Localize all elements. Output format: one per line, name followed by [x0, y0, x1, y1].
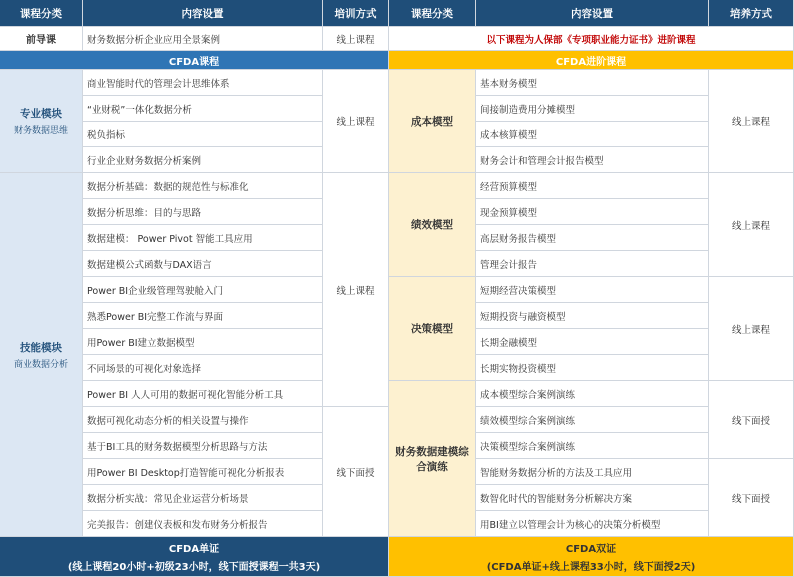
intro-category: 前导课: [0, 27, 83, 51]
skill-item: Power BI 人人可用的数据可视化智能分析工具: [83, 381, 323, 407]
skill-item: 数据分析思维：目的与思路: [83, 199, 323, 225]
performance-model-category: 绩效模型: [389, 173, 476, 277]
cost-item: 基本财务模型: [476, 70, 709, 96]
decision-item: 短期投资与融资模型: [476, 303, 709, 329]
cost-item: 间接制造费用分摊模型: [476, 96, 709, 122]
performance-item: 高层财务报告模型: [476, 225, 709, 251]
skill-item: 数据分析实战：常见企业运营分析场景: [83, 485, 323, 511]
skill-online-method: 线上课程: [323, 173, 389, 407]
performance-item: 现金预算模型: [476, 199, 709, 225]
skill-item: 用Power BI建立数据模型: [83, 329, 323, 355]
skill-module-category: [0, 173, 83, 537]
intro-method: 线上课程: [323, 27, 389, 51]
pro-item: “业财税”一体化数据分析: [83, 96, 323, 122]
practice-method-a: 线下面授: [709, 381, 794, 459]
skill-item: Power BI企业级管理驾驶舱入门: [83, 277, 323, 303]
skill-item: 数据建模： Power Pivot 智能工具应用: [83, 225, 323, 251]
skill-module-subtitle: 商业数据分析: [13, 359, 68, 370]
cost-method: 线上课程: [709, 70, 794, 173]
modeling-practice-category: 财务数据建模综合演练: [389, 381, 476, 537]
cfda-dual-cert-detail: (CFDA单证+线上课程33小时，线下面授2天): [486, 562, 696, 573]
pro-module-category: [0, 70, 83, 173]
skill-item: 基于BI工具的财务数据模型分析思路与方法: [83, 433, 323, 459]
practice-item: 决策模型综合案例演练: [476, 433, 709, 459]
cfda-dual-cert-title: CFDA双证: [565, 544, 617, 555]
header-category-left: 课程分类: [0, 0, 83, 27]
skill-item: 完美报告：创建仪表板和发布财务分析报告: [83, 511, 323, 537]
cfda-dual-cert: [389, 537, 794, 577]
cfda-single-cert-detail: (线上课程20小时+初级23小时，线下面授课程一共3天): [67, 562, 321, 573]
practice-item: 用BI建立以管理会计为核心的决策分析模型: [476, 511, 709, 537]
cfda-single-cert: [0, 537, 389, 577]
pro-module-title: 专业模块: [20, 108, 62, 120]
skill-item: 用Power BI Desktop打造智能可视化分析报表: [83, 459, 323, 485]
skill-module-title: 技能模块: [20, 341, 62, 354]
cost-item: 财务会计和管理会计报告模型: [476, 147, 709, 173]
cost-item: 成本核算模型: [476, 122, 709, 147]
header-method-left: 培训方式: [323, 0, 389, 27]
header-content-right: 内容设置: [476, 0, 709, 27]
cfda-single-cert-title: CFDA单证: [168, 544, 220, 555]
skill-item: 熟悉Power BI完整工作流与界面: [83, 303, 323, 329]
performance-method: 线上课程: [709, 173, 794, 277]
skill-item: 数据建模公式函数与DAX语言: [83, 251, 323, 277]
decision-item: 短期经营决策模型: [476, 277, 709, 303]
practice-item: 数智化时代的智能财务分析解决方案: [476, 485, 709, 511]
pro-item: 商业智能时代的管理会计思维体系: [83, 70, 323, 96]
header-content-left: 内容设置: [83, 0, 323, 27]
skill-offline-method: 线下面授: [323, 407, 389, 537]
practice-item: 成本模型综合案例演练: [476, 381, 709, 407]
skill-item: 数据可视化动态分析的相关设置与操作: [83, 407, 323, 433]
pro-item: 行业企业财务数据分析案例: [83, 147, 323, 173]
header-category-right: 课程分类: [389, 0, 476, 27]
header-method-right: 培养方式: [709, 0, 794, 27]
intro-notice: 以下课程为人保部《专项职业能力证书》进阶课程: [389, 27, 794, 51]
decision-method: 线上课程: [709, 277, 794, 381]
cost-model-category: 成本模型: [389, 70, 476, 173]
performance-item: 经营预算模型: [476, 173, 709, 199]
skill-item: 不同场景的可视化对象选择: [83, 355, 323, 381]
pro-method: 线上课程: [323, 70, 389, 173]
performance-item: 管理会计报告: [476, 251, 709, 277]
practice-item: 绩效模型综合案例演练: [476, 407, 709, 433]
decision-item: 长期金融模型: [476, 329, 709, 355]
practice-item: 智能财务数据分析的方法及工具应用: [476, 459, 709, 485]
skill-item: 数据分析基础：数据的规范性与标准化: [83, 173, 323, 199]
pro-module-subtitle: 财务数据思维: [13, 126, 68, 136]
cfda-advanced-bar: CFDA进阶课程: [389, 51, 794, 70]
practice-method-b: 线下面授: [709, 459, 794, 537]
cfda-bar: CFDA课程: [0, 51, 389, 70]
pro-item: 税负指标: [83, 122, 323, 147]
decision-item: 长期实物投资模型: [476, 355, 709, 381]
intro-content: 财务数据分析企业应用全景案例: [83, 27, 323, 51]
decision-model-category: 决策模型: [389, 277, 476, 381]
